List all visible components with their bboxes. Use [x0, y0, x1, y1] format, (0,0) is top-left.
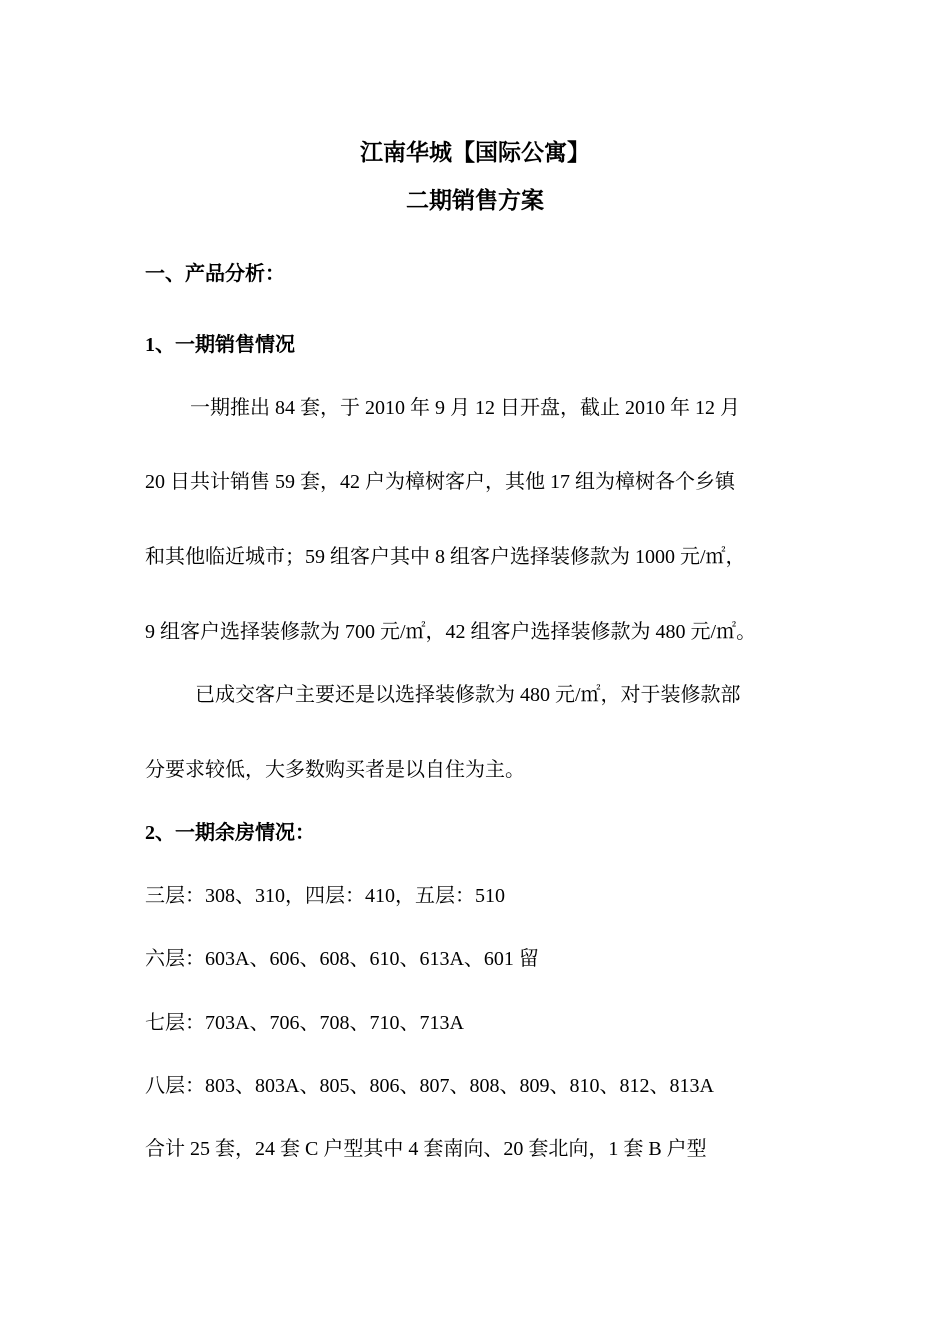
- paragraph-line: 一期推出 84 套，于 2010 年 9 月 12 日开盘，截止 2010 年 12 月: [190, 397, 740, 419]
- section-heading-product-analysis: 一、产品分析：: [145, 263, 285, 285]
- document-subtitle: 二期销售方案: [406, 188, 544, 213]
- paragraph-line: 已成交客户主要还是以选择装修款为 480 元/㎡，对于装修款部: [195, 684, 741, 706]
- paragraph-line: 和其他临近城市；59 组客户其中 8 组客户选择装修款为 1000 元/㎡，: [145, 546, 746, 568]
- remaining-units-line: 六层：603A、606、608、610、613A、601 留: [145, 948, 539, 970]
- subsection-heading-phase1-sales: 1、一期销售情况: [145, 334, 295, 356]
- remaining-units-line: 七层：703A、706、708、710、713A: [145, 1012, 464, 1034]
- document-title: 江南华城【国际公寓】: [360, 140, 590, 165]
- remaining-units-total: 合计 25 套，24 套 C 户型其中 4 套南向、20 套北向，1 套 B 户型: [145, 1138, 707, 1160]
- remaining-units-line: 三层：308、310，四层：410，五层：510: [145, 885, 505, 907]
- remaining-units-line: 八层：803、803A、805、806、807、808、809、810、812、813A: [145, 1075, 714, 1097]
- subsection-heading-remaining-units: 2、一期余房情况：: [145, 822, 315, 844]
- paragraph-line: 分要求较低，大多数购买者是以自住为主。: [145, 759, 525, 781]
- paragraph-line: 20 日共计销售 59 套，42 户为樟树客户，其他 17 组为樟树各个乡镇: [145, 471, 735, 493]
- paragraph-line: 9 组客户选择装修款为 700 元/㎡，42 组客户选择装修款为 480 元/㎡。: [145, 621, 757, 643]
